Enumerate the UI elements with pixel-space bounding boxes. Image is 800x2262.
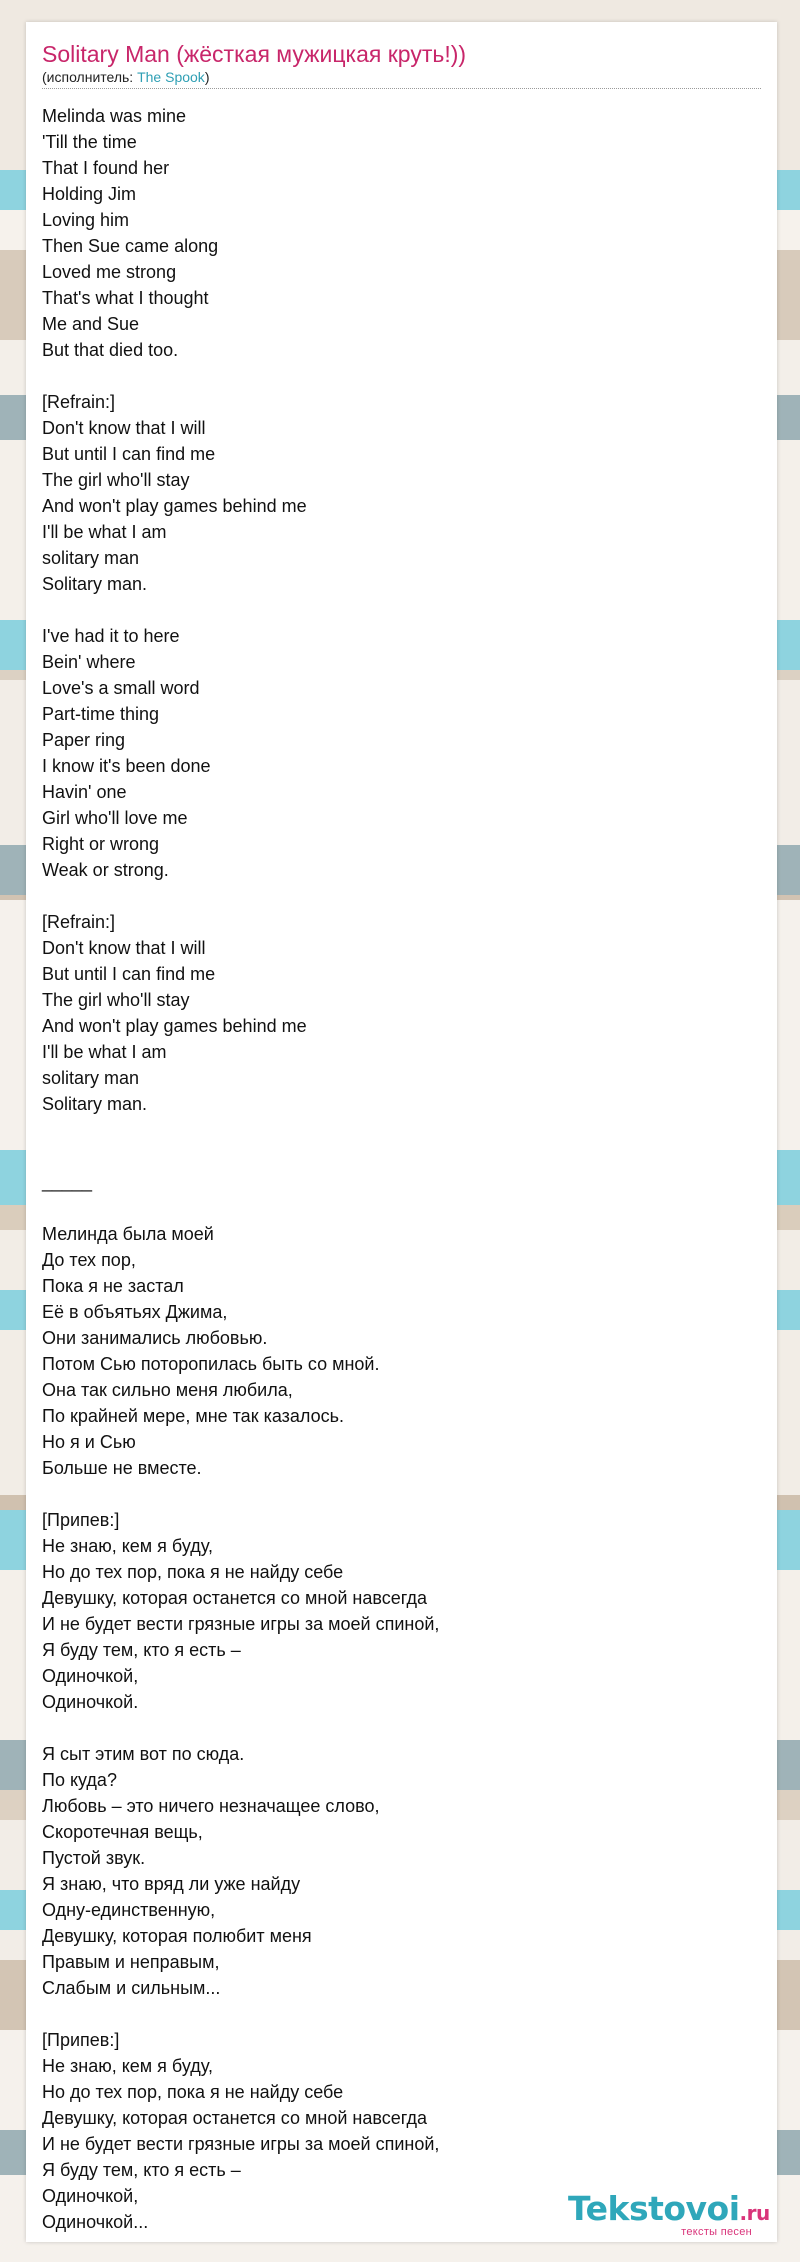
lyric-line: I've had it to here xyxy=(42,626,180,646)
lyric-line: Девушку, которая полюбит меня xyxy=(42,1926,312,1946)
lyric-line: И не будет вести грязные игры за моей спиной, xyxy=(42,1614,440,1634)
lyric-line: Don't know that I will xyxy=(42,938,206,958)
lyric-line: Но я и Сью xyxy=(42,1432,136,1452)
lyrics-body xyxy=(42,103,742,2235)
lyric-line: Havin' one xyxy=(42,782,127,802)
lyric-line: Одиночкой, xyxy=(42,2186,139,2206)
lyric-line: The girl who'll stay xyxy=(42,470,190,490)
lyric-line: [Refrain:] xyxy=(42,392,116,412)
blank-line xyxy=(42,597,742,623)
lyric-line: I'll be what I am xyxy=(42,1042,167,1062)
logo-tld: .ru xyxy=(739,2201,770,2225)
lyric-line: 'Till the time xyxy=(42,132,137,152)
lyric-line: Loved me strong xyxy=(42,262,177,282)
lyric-line: But until I can find me xyxy=(42,444,216,464)
lyric-line: И не будет вести грязные игры за моей спиной, xyxy=(42,2134,440,2154)
lyric-line: solitary man xyxy=(42,548,140,568)
lyric-line: Holding Jim xyxy=(42,184,137,204)
lyric-line: Потом Сью поторопилась быть со мной. xyxy=(42,1354,380,1374)
lyric-line: Одну-единственную, xyxy=(42,1900,216,1920)
lyric-line: Слабым и сильным... xyxy=(42,1978,221,1998)
lyric-line: Solitary man. xyxy=(42,1094,148,1114)
blank-line xyxy=(42,363,742,389)
lyric-line: Девушку, которая останется со мной навсегда xyxy=(42,1588,427,1608)
site-logo[interactable] xyxy=(568,2190,778,2238)
artist-line xyxy=(42,68,761,89)
lyric-line: Скоротечная вещь, xyxy=(42,1822,203,1842)
lyric-line: Right or wrong xyxy=(42,834,160,854)
lyric-line: Я буду тем, кто я есть – xyxy=(42,2160,241,2180)
lyric-line: Girl who'll love me xyxy=(42,808,188,828)
lyric-line: Paper ring xyxy=(42,730,126,750)
lyric-line: Part-time thing xyxy=(42,704,160,724)
lyric-line: I know it's been done xyxy=(42,756,211,776)
lyric-line: Больше не вместе. xyxy=(42,1458,202,1478)
lyric-line: Я знаю, что вряд ли уже найду xyxy=(42,1874,301,1894)
lyric-line: Me and Sue xyxy=(42,314,140,334)
lyric-line: [Припев:] xyxy=(42,2030,120,2050)
lyric-line: До тех пор, xyxy=(42,1250,136,1270)
lyric-line: Loving him xyxy=(42,210,130,230)
lyric-line: The girl who'll stay xyxy=(42,990,190,1010)
lyric-line: Melinda was mine xyxy=(42,106,187,126)
lyric-line: And won't play games behind me xyxy=(42,496,307,516)
lyric-line: Одиночкой, xyxy=(42,1666,139,1686)
lyric-line: Девушку, которая останется со мной навсегда xyxy=(42,2108,427,2128)
artist-prefix: (исполнитель: xyxy=(42,69,138,85)
lyric-line: Я буду тем, кто я есть – xyxy=(42,1640,241,1660)
lyric-line: Одиночкой... xyxy=(42,2212,149,2232)
lyric-line: [Припев:] xyxy=(42,1510,120,1530)
logo-subtitle: тексты песен xyxy=(681,2226,752,2238)
lyric-line: [Refrain:] xyxy=(42,912,116,932)
lyric-line: Её в объятьях Джима, xyxy=(42,1302,228,1322)
lyric-line: Правым и неправым, xyxy=(42,1952,220,1972)
lyric-line: Но до тех пор, пока я не найду себе xyxy=(42,2082,344,2102)
lyric-line: Love's a small word xyxy=(42,678,200,698)
lyric-line: По куда? xyxy=(42,1770,117,1790)
lyric-line: Они занимались любовью. xyxy=(42,1328,268,1348)
lyric-line: Пока я не застал xyxy=(42,1276,184,1296)
blank-line xyxy=(42,1117,742,1143)
lyric-line: Она так сильно меня любила, xyxy=(42,1380,293,1400)
lyric-line: Solitary man. xyxy=(42,574,148,594)
lyric-line: По крайней мере, мне так казалось. xyxy=(42,1406,345,1426)
lyric-line: solitary man xyxy=(42,1068,140,1088)
blank-line xyxy=(42,883,742,909)
blank-line xyxy=(42,1195,742,1221)
lyric-line: Пустой звук. xyxy=(42,1848,146,1868)
lyric-line: That's what I thought xyxy=(42,288,209,308)
lyric-line: Не знаю, кем я буду, xyxy=(42,2056,213,2076)
artist-link[interactable]: The Spook xyxy=(137,69,205,85)
artist-suffix: ) xyxy=(204,69,210,85)
blank-line xyxy=(42,1481,742,1507)
lyric-line: Но до тех пор, пока я не найду себе xyxy=(42,1562,344,1582)
lyric-line: Одиночкой. xyxy=(42,1692,139,1712)
lyric-line: Don't know that I will xyxy=(42,418,206,438)
lyric-line: But that died too. xyxy=(42,340,179,360)
lyric-line: _____ xyxy=(42,1172,93,1192)
lyric-line: Bein' where xyxy=(42,652,136,672)
lyric-line: Then Sue came along xyxy=(42,236,219,256)
blank-line xyxy=(42,1143,742,1169)
song-header xyxy=(42,40,761,89)
lyric-line: I'll be what I am xyxy=(42,522,167,542)
lyric-line: Мелинда была моей xyxy=(42,1224,214,1244)
lyric-line: Weak or strong. xyxy=(42,860,169,880)
lyric-line: But until I can find me xyxy=(42,964,216,984)
lyric-line: Любовь – это ничего незначащее слово, xyxy=(42,1796,380,1816)
lyric-line: Не знаю, кем я буду, xyxy=(42,1536,213,1556)
logo-name: Tekstovoi xyxy=(568,2189,740,2228)
lyric-line: Я сыт этим вот по сюда. xyxy=(42,1744,245,1764)
lyric-line: That I found her xyxy=(42,158,170,178)
blank-line xyxy=(42,2001,742,2027)
lyric-line: And won't play games behind me xyxy=(42,1016,307,1036)
song-title: Solitary Man (жёсткая мужицкая круть!)) xyxy=(42,41,467,67)
lyrics-card xyxy=(26,22,777,2242)
blank-line xyxy=(42,1715,742,1741)
